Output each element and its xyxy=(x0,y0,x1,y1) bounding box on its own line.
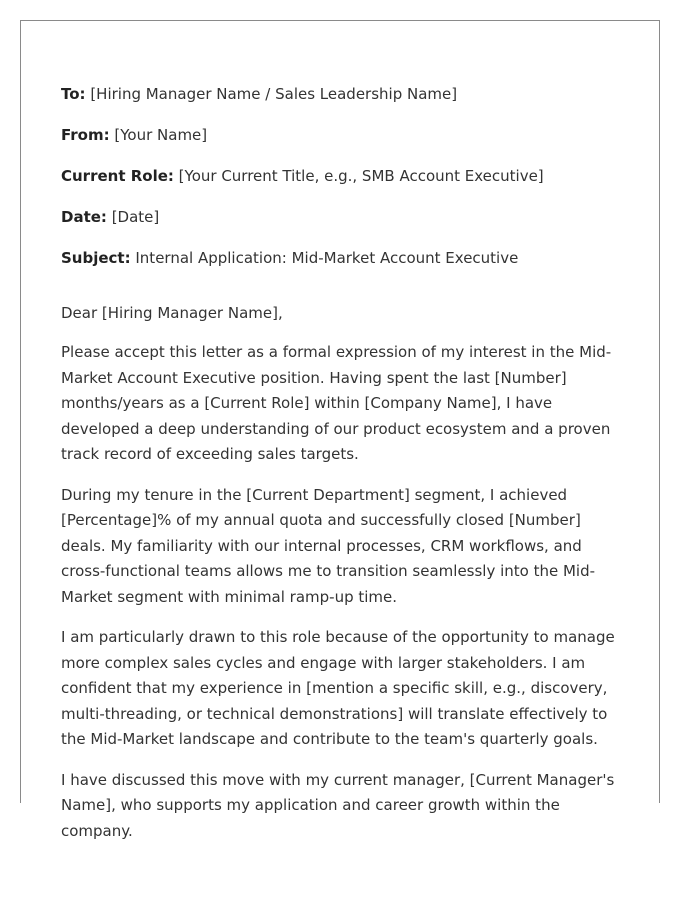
current-role-value: [Your Current Title, e.g., SMB Account Executive] xyxy=(173,167,544,185)
letter-content xyxy=(61,85,627,859)
subject-value: Internal Application: Mid-Market Account Executive xyxy=(130,249,519,267)
date-value: [Date] xyxy=(106,208,160,226)
to-value: [Hiring Manager Name / Sales Leadership Name] xyxy=(85,85,458,103)
date-line xyxy=(61,208,627,227)
from-value: [Your Name] xyxy=(109,126,208,144)
to-label: To: xyxy=(61,85,86,103)
date-label: Date: xyxy=(61,208,107,226)
salutation: Dear [Hiring Manager Name], xyxy=(61,304,283,322)
body-paragraph-2: During my tenure in the [Current Department] segment, I achieved [Percentage]% of my annual quota and successfully closed [Number] deals. My familiarity with our internal processes, CRM workflows, and cross-functional teams allows me to transition seamlessly into the Mid-Market segment with minimal ramp-up time. xyxy=(61,485,596,606)
current-role-label: Current Role: xyxy=(61,167,174,185)
letter-page xyxy=(20,20,660,840)
current-role-line xyxy=(61,167,627,186)
subject-label: Subject: xyxy=(61,249,131,267)
body-paragraph-3: I am particularly drawn to this role because of the opportunity to manage more complex sales cycles and engage with larger stakeholders. I am confident that my experience in [mention a specific skill, e.g., discovery, multi-threading, or technical demonstrations] will translate effectively to the Mid-Market landscape and contribute to the team's quarterly goals. xyxy=(61,628,615,748)
body-paragraph-4: I have discussed this move with my current manager, [Current Manager's Name], who supports my application and career growth within the company. xyxy=(61,770,615,840)
body-paragraph-1: Please accept this letter as a formal expression of my interest in the Mid-Market Account Executive position. Having spent the last [Number] months/years as a [Current Role] within [Company Name], I have developed a deep understanding of our product ecosystem and a proven track record of exceeding sales targets. xyxy=(61,343,612,463)
subject-line xyxy=(61,249,627,268)
from-line xyxy=(61,126,627,145)
from-label: From: xyxy=(61,126,110,144)
to-line xyxy=(61,85,627,104)
